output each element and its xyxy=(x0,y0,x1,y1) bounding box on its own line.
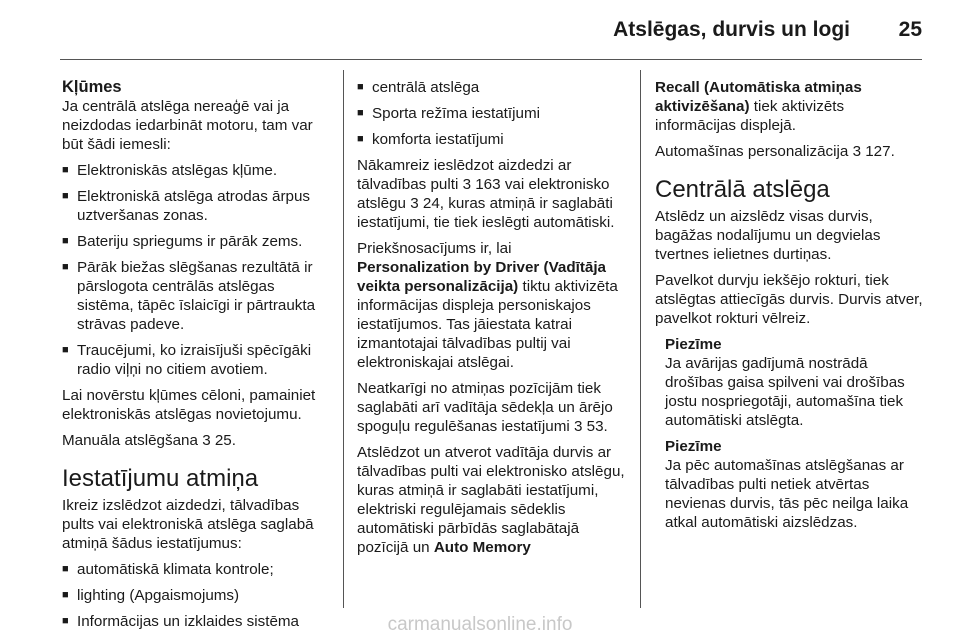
text: vai elektronisko atslēgu xyxy=(357,176,610,212)
page-reference-link[interactable]: 3 25. xyxy=(202,432,236,449)
list-item: ■ Traucējumi, ko izraisījuši spēcīgāki radio viļņi no citiem avotiem. xyxy=(62,341,334,379)
list-item: ■ Bateriju spriegums ir pārāk zems. xyxy=(62,232,334,251)
memory-intro: Ikreiz izslēdzot aizdedzi, tālvadības pults vai elektroniskā atslēga saglabā atmiņā šādus iestatījumus: xyxy=(62,497,314,552)
list-item: ■ Sporta režīma iestatījumi xyxy=(357,104,625,123)
column-3 xyxy=(655,78,925,539)
list-item: ■ komforta iestatījumi xyxy=(357,130,625,149)
page-number: 25 xyxy=(898,18,922,41)
manual-unlock-paragraph xyxy=(62,431,334,450)
note-heading: Piezīme xyxy=(665,336,722,353)
text: Neatkarīgi no atmiņas pozīcijām tiek saglabāti arī vadītāja sēdekļa un ārējo spoguļu regulēšanas iestatījumi xyxy=(357,380,613,435)
manual-unlock-text: Manuāla atslēgšana xyxy=(62,432,198,449)
paragraph xyxy=(357,239,625,372)
paragraph: Pavelkot durvju iekšējo rokturi, tiek atslēgtas attiecīgās durvis. Durvis atver, pavelkot rokturi vēlreiz. xyxy=(655,272,923,327)
central-lock-heading: Centrālā atslēga xyxy=(655,176,830,203)
column-divider-2 xyxy=(640,70,641,608)
list-item: ■ centrālā atslēga xyxy=(357,78,625,97)
note-heading: Piezīme xyxy=(665,438,722,455)
note-block xyxy=(665,335,925,430)
menu-term: Recall (Automātiska atmiņas aktivizēšana) xyxy=(655,79,862,115)
page-reference-link[interactable]: 3 163 xyxy=(462,176,501,193)
paragraph xyxy=(357,443,625,557)
text: tiek aktivizēts informācijas displejā. xyxy=(655,98,845,134)
note-text: Ja avārijas gadījumā nostrādā drošības gaisa spilveni vai drošības jostu nospriegotāji, automašīna tiek automātiski atslēgta. xyxy=(665,355,905,429)
list-item: ■ lighting (Apgaismojums) xyxy=(62,586,334,605)
text: Nākamreiz ieslēdzot aizdedzi ar tālvadības pulti xyxy=(357,157,572,193)
header-divider xyxy=(60,59,922,60)
list-item: ■ automātiskā klimata kontrole; xyxy=(62,560,334,579)
paragraph xyxy=(655,142,925,161)
menu-term: Personalization by Driver (Vadītāja veikta personalizācija) xyxy=(357,259,606,295)
column-2 xyxy=(357,78,625,564)
text: kuras atmiņā ir saglabāti iestatījumi, tie tiek ieslēgti automātiski. xyxy=(357,195,615,231)
list-item: ■ Pārāk biežas slēgšanas rezultātā ir pārslogota centrālās atslēgas sistēma, tāpēc īslaicīgi ir pārtraukta strāvas padeve. xyxy=(62,258,334,334)
column-divider-1 xyxy=(343,70,344,608)
page-header xyxy=(0,0,960,62)
faults-intro: Ja centrālā atslēga nereaģē vai ja neizdodas iedarbināt motoru, tam var būt šādi iemesli: xyxy=(62,98,313,153)
paragraph xyxy=(655,78,925,135)
list-item: ■ Elektroniskā atslēga atrodas ārpus uztveršanas zonas. xyxy=(62,187,334,225)
faults-heading: Kļūmes xyxy=(62,78,122,96)
note-text: Ja pēc automašīnas atslēgšanas ar tālvadības pulti netiek atvērtas nevienas durvis, tās pēc neilga laika atkal automātiski aizslēdzas. xyxy=(665,457,909,531)
paragraph: Atslēdz un aizslēdz visas durvis, bagāžas nodalījumu un degvielas tvertnes ielietnes durtiņas. xyxy=(655,208,881,263)
text: Priekšnosacījums ir, lai xyxy=(357,240,512,257)
note-block xyxy=(665,437,925,532)
text: Atslēdzot un atverot vadītāja durvis ar tālvadības pulti vai elektronisko atslēgu, kuras atmiņā ir saglabāti iestatījumi, elektriski regulējamais sēdeklis automātiski pārbīdās saglabātajā pozīcijā un xyxy=(357,444,625,556)
page-reference-link[interactable]: 3 127. xyxy=(852,143,895,160)
menu-term: Auto Memory xyxy=(433,539,531,556)
watermark: carmanualsonline.info xyxy=(387,614,573,635)
list-item: ■ Elektroniskās atslēgas kļūme. xyxy=(62,161,334,180)
page-reference-link[interactable]: 3 53. xyxy=(574,418,608,435)
memory-heading: Iestatījumu atmiņa xyxy=(62,465,259,492)
list-item: ■ Informācijas un izklaides sistēma xyxy=(62,612,334,631)
text: Automašīnas personalizācija xyxy=(655,143,849,160)
column-1 xyxy=(62,78,334,638)
text: tiktu aktivizēta informācijas displeja personiskajos iestatījumos. Tas jāiestata katrai izmantotajai tālvadības pultij vai elektroniskajai atslēgai. xyxy=(357,278,618,371)
page-title: Atslēgas, durvis un logi xyxy=(613,18,850,41)
faults-outro: Lai novērstu kļūmes cēloni, pamainiet elektroniskās atslēgas novietojumu. xyxy=(62,387,316,423)
paragraph xyxy=(357,379,625,436)
paragraph xyxy=(357,156,625,232)
page-reference-link[interactable]: 3 24, xyxy=(410,195,444,212)
